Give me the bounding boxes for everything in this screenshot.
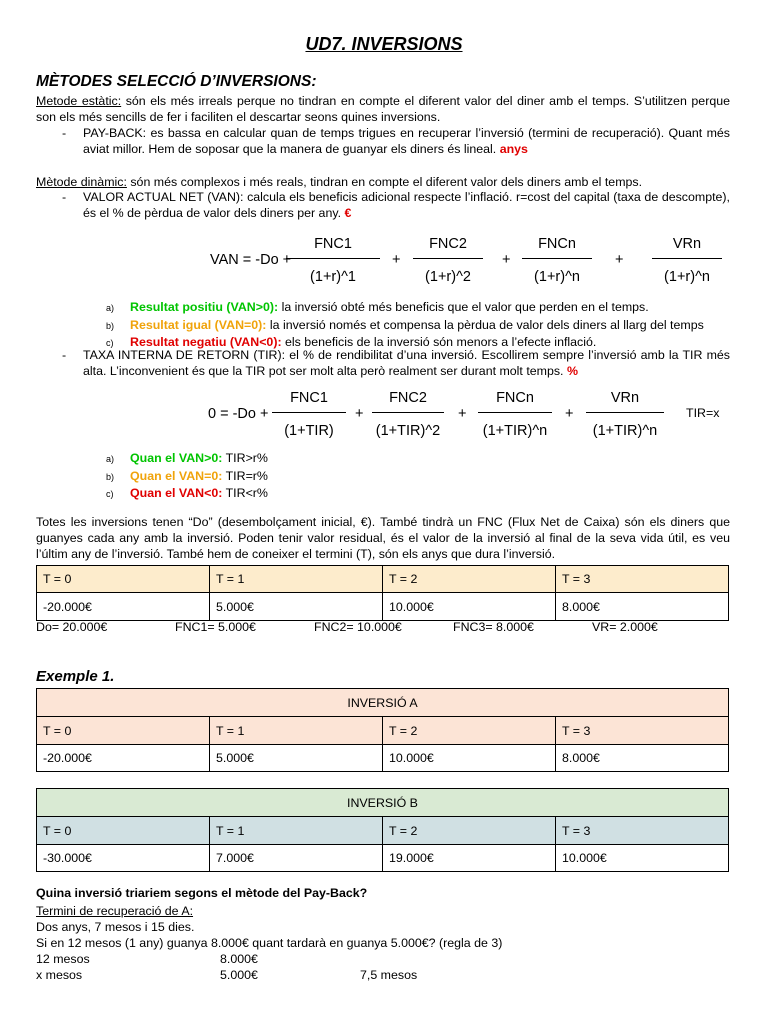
fraction-bar (413, 258, 483, 259)
static-method-label: Metode estàtic: (36, 94, 122, 108)
result-text: la inversió només et compensa la pèrdua de valor dels diners al llarg del temps (266, 317, 704, 332)
fraction-denominator: (1+r)^2 (425, 269, 471, 285)
tir-unit: % (566, 363, 578, 378)
rule-row-2-col-1: x mesos (36, 968, 83, 982)
rule-row-2-result: 7,5 mesos (360, 968, 418, 982)
investment-b-table (36, 788, 729, 872)
fraction-bar (478, 412, 552, 413)
table-cell: 7.000€ (210, 845, 383, 872)
table-title-row (37, 689, 729, 717)
fraction-bar (586, 412, 664, 413)
table-cell: 10.000€ (383, 745, 556, 772)
tir-text: TAXA INTERNA DE RETORN (TIR): el % de rendibilitat d’una inversió. Escollirem sempre l’inversió amb la TIR més alta. L’inconvenient és que la TIR pot ser molt alta però realment ser durant molt temps. (83, 348, 730, 378)
table-header-cell: T = 2 (383, 566, 556, 593)
payback-unit: anys (499, 141, 528, 156)
plus-operator: + (392, 252, 401, 268)
fraction-denominator: (1+r)^1 (310, 269, 356, 285)
table-cell: -20.000€ (37, 593, 210, 621)
fraction-numerator: FNCn (538, 236, 576, 252)
table-header-row (37, 566, 729, 593)
example-title: Exemple 1. (36, 668, 115, 685)
table-cell: 8.000€ (556, 745, 729, 772)
table-cell: 5.000€ (210, 745, 383, 772)
table-header-cell: T = 3 (556, 566, 729, 593)
page-title: UD7. INVERSIONS (305, 34, 463, 54)
table-cell: -30.000€ (37, 845, 210, 872)
table-header-cell: T = 0 (37, 717, 210, 745)
table-header-cell: T = 1 (210, 817, 383, 845)
tir-text-block (83, 348, 730, 379)
tir-fraction-1 (272, 390, 346, 442)
fraction-denominator: (1+r)^n (664, 269, 710, 285)
list-item (106, 317, 730, 335)
list-item (106, 485, 730, 503)
list-marker: a) (106, 454, 115, 464)
result-text: la inversió obté més beneficis que el valor que perden en el temps. (278, 300, 649, 314)
van-results-list (106, 299, 730, 352)
fraction-bar (272, 412, 346, 413)
rule-row-1-col-2: 8.000€ (220, 952, 258, 966)
table-cell: 19.000€ (383, 845, 556, 872)
tir-note: TIR=x (686, 406, 720, 420)
list-marker: c) (106, 338, 114, 348)
result-text: TIR=r% (222, 468, 268, 483)
result-label: Quan el VAN>0: (130, 451, 223, 465)
table-header-cell: T = 0 (37, 566, 210, 593)
payback-question: Quina inversió triariem segons el mètode del Pay-Back? (36, 886, 368, 900)
table-header-cell: T = 3 (556, 817, 729, 845)
tir-formula-lhs: 0 = -Do + (208, 406, 269, 422)
table-header-cell: T = 1 (210, 566, 383, 593)
table-cell: 10.000€ (383, 593, 556, 621)
table-header-cell: T = 2 (383, 817, 556, 845)
fraction-bar (652, 258, 722, 259)
van-fraction-2 (413, 233, 483, 285)
cashflow-table (36, 565, 729, 621)
rule-of-three-text: Si en 12 mesos (1 any) guanya 8.000€ quant tardarà en guanya 5.000€? (regla de 3) (36, 936, 503, 950)
fraction-numerator: FNC2 (429, 236, 467, 252)
table-row (37, 745, 729, 772)
fraction-denominator: (1+TIR) (284, 423, 334, 439)
list-bullet: - (62, 126, 67, 140)
fraction-bar (372, 412, 444, 413)
van-unit: € (344, 205, 352, 220)
list-item (106, 450, 730, 468)
payback-text: PAY-BACK: es bassa en calcular quan de temps trigues en recuperar l’inversió (termini de recuperació). Quant més aviat millor. Hem de soposar que la manera de guanyar els diners és lineal. (83, 126, 730, 156)
table-cell: 8.000€ (556, 593, 729, 621)
result-label: Resultat igual (VAN=0): (130, 317, 267, 332)
table-cell: 10.000€ (556, 845, 729, 872)
plus-operator: + (458, 406, 467, 422)
table-header-row (37, 817, 729, 845)
result-label: Quan el VAN<0: (130, 486, 223, 500)
list-item (106, 468, 730, 486)
van-fraction-1 (286, 233, 380, 285)
static-method-paragraph (36, 94, 730, 125)
fraction-numerator: FNC1 (314, 236, 352, 252)
table-header-cell: T = 2 (383, 717, 556, 745)
rule-row-2-col-2: 5.000€ (220, 968, 258, 982)
tir-fraction-3 (478, 390, 552, 442)
recovery-label: Termini de recuperació de A: (36, 904, 194, 918)
fraction-denominator: (1+TIR)^n (482, 423, 548, 439)
dynamic-method-text: són més complexos i més reals, tindran en compte el diferent valor dels diners amb el temps. (126, 175, 643, 189)
rule-row-1-col-1: 12 mesos (36, 952, 90, 966)
fraction-denominator: (1+r)^n (534, 269, 580, 285)
plus-operator: + (502, 252, 511, 268)
fraction-numerator: FNCn (496, 390, 534, 406)
fraction-numerator: FNC2 (389, 390, 427, 406)
tir-fraction-2 (372, 390, 444, 442)
fraction-numerator: FNC1 (290, 390, 328, 406)
summary-fnc3: FNC3= 8.000€ (453, 620, 534, 634)
fraction-numerator: VRn (610, 390, 640, 406)
van-formula-lhs: VAN = -Do + (210, 252, 292, 268)
fraction-bar (286, 258, 380, 259)
summary-fnc1: FNC1= 5.000€ (175, 620, 256, 634)
table-header-cell: T = 3 (556, 717, 729, 745)
result-text: TIR>r% (222, 451, 268, 465)
fraction-denominator: (1+TIR)^n (592, 423, 658, 439)
summary-vr: VR= 2.000€ (592, 620, 658, 634)
tir-results-list (106, 450, 730, 503)
static-method-text: són els més irreals perque no tindran en compte el diferent valor del diner amb el temps. S’utilitzen perque son els més sencills de fer i faciliten el descartar seons quines inversions. (36, 94, 730, 124)
result-label: Quan el VAN=0: (130, 468, 223, 483)
table-row (37, 845, 729, 872)
section-heading: MÈTODES SELECCIÓ D’INVERSIONS: (36, 73, 317, 90)
result-text: els beneficis de la inversió són menors a l’efecte inflació. (281, 335, 597, 349)
table-title: INVERSIÓ A (37, 689, 729, 717)
tir-fraction-4 (586, 390, 664, 442)
table-header-cell: T = 0 (37, 817, 210, 845)
summary-do: Do= 20.000€ (36, 620, 108, 634)
van-text-block (83, 190, 730, 221)
van-fraction-3 (522, 233, 592, 285)
table-title-row (37, 789, 729, 817)
payback-text-block (83, 126, 730, 157)
list-marker: c) (106, 489, 114, 499)
van-fraction-4 (652, 233, 722, 285)
result-text: TIR<r% (222, 486, 268, 500)
table-row (37, 593, 729, 621)
list-marker: b) (106, 320, 115, 331)
result-label: Resultat positiu (VAN>0): (130, 300, 279, 314)
summary-fnc2: FNC2= 10.000€ (314, 620, 402, 634)
table-title: INVERSIÓ B (37, 789, 729, 817)
list-item (106, 299, 730, 317)
recovery-answer: Dos anys, 7 mesos i 15 dies. (36, 920, 195, 934)
van-formula (0, 233, 768, 289)
result-label: Resultat negatiu (VAN<0): (130, 335, 282, 349)
fraction-numerator: VRn (672, 236, 702, 252)
plus-operator: + (615, 252, 624, 268)
investment-a-table (36, 688, 729, 772)
plus-operator: + (565, 406, 574, 422)
intro-paragraph: Totes les inversions tenen “Do” (desembolçament inicial, €). També tindrà un FNC (Flux Net de Caixa) són els diners que guanyes cada any amb la inversió. Poden tenir valor residual, és el valor de la inversió al final de la seva vida útil, es veu l’últim any de l’inversió. També hem de coneixer el termini (T), són els anys que dura l’inversió. (36, 515, 730, 561)
list-bullet: - (62, 348, 67, 362)
table-cell: 5.000€ (210, 593, 383, 621)
table-cell: -20.000€ (37, 745, 210, 772)
list-bullet: - (62, 190, 67, 204)
list-marker: a) (106, 303, 115, 313)
table-header-row (37, 717, 729, 745)
fraction-denominator: (1+TIR)^2 (375, 423, 441, 439)
list-marker: b) (106, 471, 115, 482)
dynamic-method-paragraph (36, 175, 730, 191)
van-text: VALOR ACTUAL NET (VAN): calcula els beneficis adicional respecte l’inflació. r=cost del capital (taxa de descompte), és el % de pèrdua de valor dels diners per any. (83, 190, 730, 220)
dynamic-method-label: Mètode dinàmic: (36, 175, 127, 189)
table-header-cell: T = 1 (210, 717, 383, 745)
fraction-bar (522, 258, 592, 259)
plus-operator: + (355, 406, 364, 422)
tir-formula (0, 390, 768, 446)
